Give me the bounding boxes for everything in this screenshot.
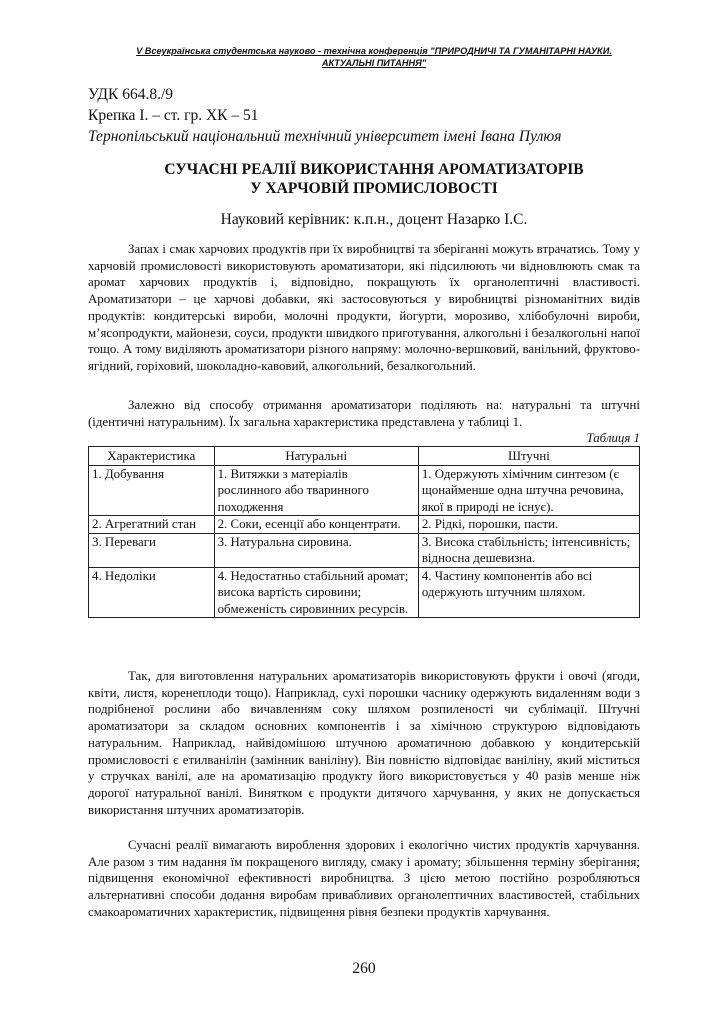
- table-header-row: [89, 447, 640, 466]
- paragraph-intro: Запах і смак харчових продуктів при їх виробництві та зберіганні можуть втрачатись. Тому у харчовій промисловості використовують ароматизатори, які підсилюють чи відновлюють смак та аромат харчових продуктів і, відповідно, покращують їх органолептичні властивості. Ароматизатори – це харчові добавки, які застосовуються у виробництві різноманітних видів продуктів: кондитерські вироби, молочні продукти, йогурти, морозиво, хлібобулочні вироби, м’ясопродукти, майонези, соуси, продукти швидкого приготування, алкогольні і безалкогольні напої тощо. А тому виділяють ароматизатори різного напряму: молочно-вершковий, ванільний, фруктово-ягідний, горіховий, шоколадно-кавовий, алкогольний, безалкогольний.: [88, 242, 640, 373]
- paragraph-conclusion: Сучасні реалії вимагають вироблення здорових і екологічно чистих продуктів харчування. Але разом з тим надання їм покращеного вигляду, смаку і аромату; збільшення терміну зберігання; підвищення економічної ефективності виробництва. З цією метою постійно розробляються альтернативні способи додання виробам привабливих органолептичних властивостей, стабільних смакоароматичних характеристик, підвищення рівня безпеки продуктів харчування.: [88, 838, 640, 919]
- table-row: [89, 567, 640, 618]
- table-cell: 3. Переваги: [89, 533, 215, 567]
- article-meta: [88, 84, 561, 147]
- article-title: [88, 160, 660, 198]
- table-header-cell: Штучні: [418, 447, 639, 466]
- institution-line: Тернопільський національний технічний університет імені Івана Пулюя: [88, 128, 562, 145]
- paragraph-examples: Так, для виготовлення натуральних ароматизаторів використовують фрукти і овочі (ягоди, квіти, листя, коренеплоди тощо). Наприклад, сухі порошки часнику одержують видаленням води з подрібненої рослини або вичавленням соку шляхом розпиленості чи сублімації. Штучні ароматизатори за складом основних компонентів і за хімічною структурою відповідають натуральним. Наприклад, найвідомішою штучною ароматичною добавкою у кондитерській промисловості є етилванілін (замінник ваніліну). Він повністю відповідає ваніліну, який міститься у стручках ванілі, але на ароматизацію продукту його використовується у 40 разів менше ніж дорогої натуральної ванілі. Винятком є продукти дитячого харчування, у яких не допускається використання штучних ароматизаторів.: [88, 669, 640, 817]
- table-header-cell: Характеристика: [89, 447, 215, 466]
- paragraph-classification: Залежно від способу отримання ароматизатори поділяють на: натуральні та штучні (ідентичні натуральним). Їх загальна характеристика представлена у таблиці 1.: [88, 398, 640, 429]
- table-cell: 3. Натуральна сировина.: [214, 533, 418, 567]
- article-title-line1: СУЧАСНІ РЕАЛІЇ ВИКОРИСТАННЯ АРОМАТИЗАТОРІВ: [164, 161, 584, 178]
- table-caption: Таблиця 1: [586, 431, 640, 445]
- article-title-line2: У ХАРЧОВІЙ ПРОМИСЛОВОСТІ: [250, 180, 498, 197]
- table-header-cell: Натуральні: [214, 447, 418, 466]
- table-row: [89, 533, 640, 567]
- table-row: [89, 465, 640, 516]
- udc-code: УДК 664.8./9: [88, 86, 174, 103]
- conference-header-line2: АКТУАЛЬНІ ПИТАННЯ": [321, 57, 427, 68]
- table-cell: 2. Агрегатний стан: [89, 516, 215, 534]
- table-cell: 3. Висока стабільність; інтенсивність; відносна дешевизна.: [418, 533, 639, 567]
- table-cell: 4. Частину компонентів або всі одержують штучним шляхом.: [418, 567, 639, 618]
- table-cell: 2. Соки, есенції або концентрати.: [214, 516, 418, 534]
- characteristics-table: [88, 446, 640, 618]
- conference-header: [88, 46, 660, 69]
- author-line: Крепка І. – ст. гр. ХК – 51: [88, 107, 259, 124]
- conference-header-line1: V Всеукраїнська студентська науково - технічна конференція "ПРИРОДНИЧІ ТА ГУМАНІТАРНІ НАУКИ.: [136, 46, 612, 56]
- scientific-advisor: Науковий керівник: к.п.н., доцент Назарко І.С.: [220, 211, 528, 228]
- page-number: 260: [352, 960, 376, 977]
- table-cell: 2. Рідкі, порошки, пасти.: [418, 516, 639, 534]
- table-cell: 1. Витяжки з матеріалів рослинного або тваринного походження: [214, 465, 418, 516]
- table-cell: 4. Недоліки: [89, 567, 215, 618]
- table-row: [89, 516, 640, 534]
- table-cell: 1. Добування: [89, 465, 215, 516]
- table-cell: 1. Одержують хімічним синтезом (є щонайменше одна штучна речовина, якої в природі не існує).: [418, 465, 639, 516]
- table-cell: 4. Недостатньо стабільний аромат; висока вартість сировини; обмеженість сировинних ресурсів.: [214, 567, 418, 618]
